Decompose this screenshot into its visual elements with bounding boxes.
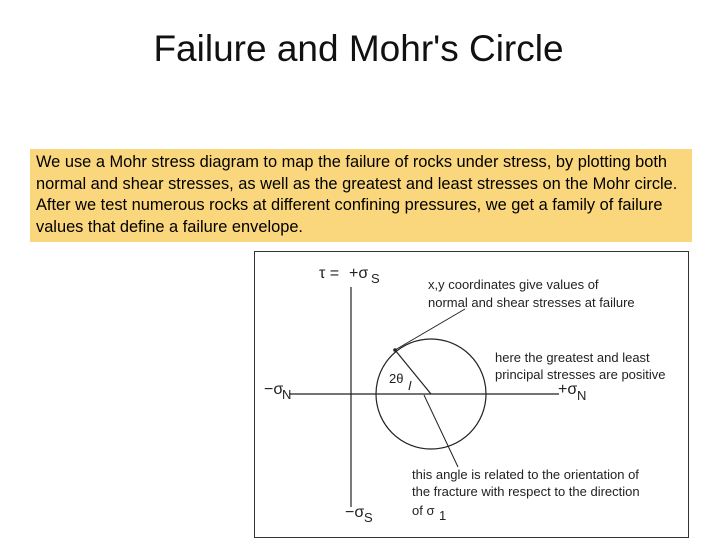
pos-sigma-s-subscript: S (371, 271, 380, 286)
angle-note-line2: the fracture with respect to the direction (412, 484, 640, 499)
angle-leader (424, 395, 458, 467)
coordinates-note-line2: normal and shear stresses at failure (428, 295, 635, 310)
mohr-diagram-svg (255, 252, 690, 539)
angle-note-line3: of σ (412, 503, 435, 518)
neg-sigma-n-label: −σ (264, 381, 284, 398)
principal-note-line1: here the greatest and least (495, 350, 650, 365)
neg-sigma-s-label: −σ (345, 504, 365, 521)
tau-label: τ = (319, 265, 340, 282)
neg-sigma-n-subscript: N (282, 387, 292, 402)
neg-sigma-s-subscript: S (364, 510, 373, 525)
pos-sigma-n-subscript: N (577, 388, 587, 403)
angle-note-line1: this angle is related to the orientation of (412, 467, 639, 482)
intro-text: We use a Mohr stress diagram to map the failure of rocks under stress, by plotting both normal and shear stresses, as well as the greatest and least stresses on the Mohr circle. After we test numerous rocks at different confining pressures, we get a family of failure values that define a failure envelope. (36, 153, 678, 236)
intro-text-box (30, 149, 692, 242)
neg-sigma-n-label-group (264, 381, 291, 402)
mohr-circle-diagram (254, 251, 689, 538)
pos-sigma-n-label-group (558, 381, 586, 403)
neg-sigma-s-label-group (345, 504, 373, 525)
tau-label-group (319, 265, 380, 286)
pos-sigma-s-label: +σ (349, 265, 369, 282)
angle-note-subscript: 1 (439, 508, 447, 523)
pos-sigma-n-label: +σ (558, 381, 578, 398)
angle-arc (409, 381, 411, 390)
coordinates-note-line1: x,y coordinates give values of (428, 277, 599, 292)
principal-note-line2: principal stresses are positive (495, 367, 666, 382)
angle-label: 2θ (389, 371, 404, 386)
slide-title: Failure and Mohr's Circle (153, 28, 564, 69)
